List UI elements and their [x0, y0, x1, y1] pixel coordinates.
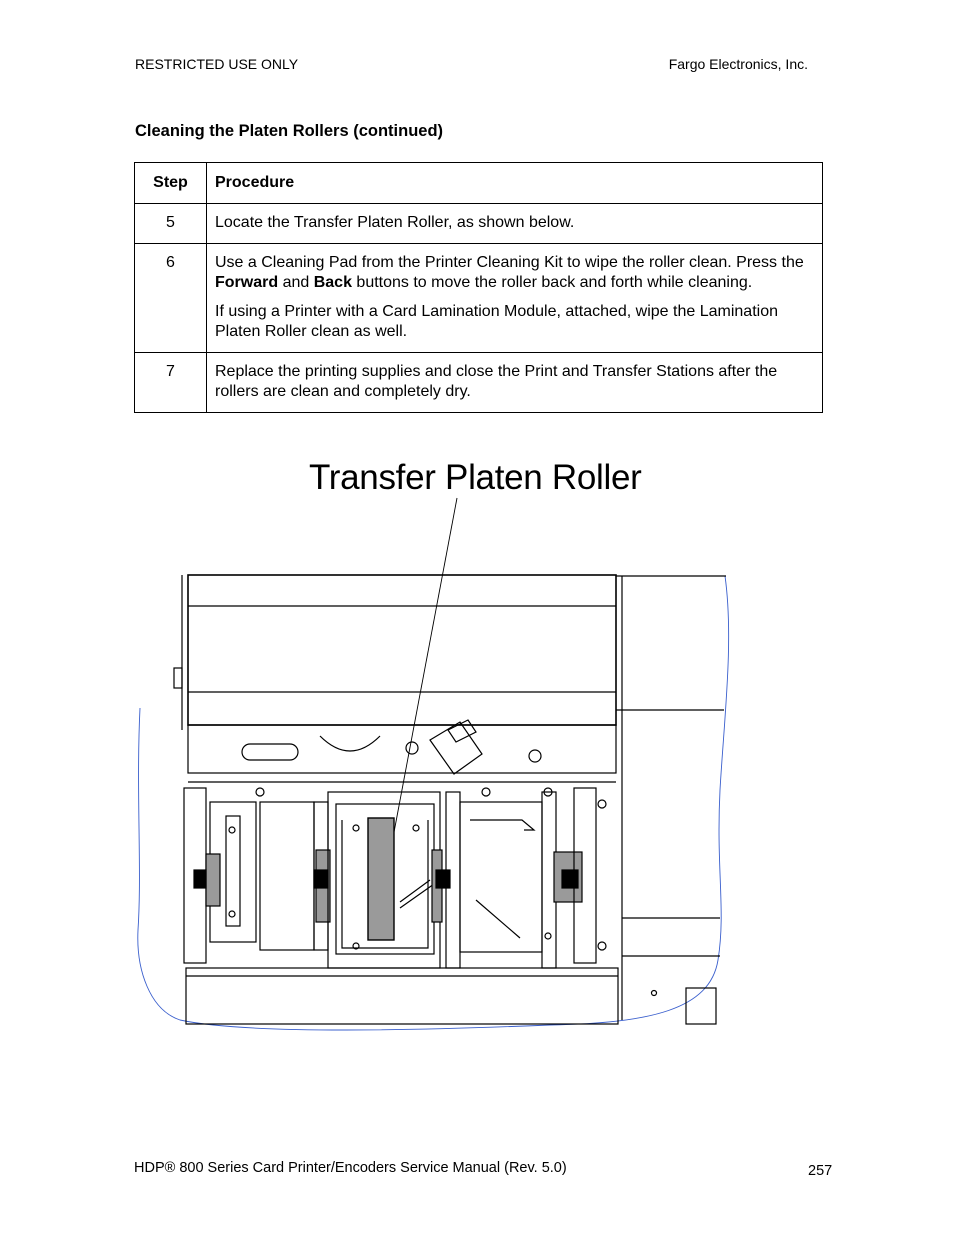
step-paragraph: If using a Printer with a Card Lamination Module, attached, wipe the Lamination Platen Roller clean as well.: [215, 303, 778, 340]
table-row: [135, 244, 823, 353]
forward-button-label: Forward: [215, 274, 279, 291]
step-paragraph: Locate the Transfer Platen Roller, as shown below.: [215, 214, 575, 231]
step-number: 6: [135, 244, 207, 353]
step-text: [207, 204, 823, 244]
col-header-step: Step: [135, 163, 207, 204]
table-header-row: [135, 163, 823, 204]
printer-diagram: [130, 490, 740, 1050]
header-restricted: RESTRICTED USE ONLY: [135, 56, 299, 72]
step-paragraph: Replace the printing supplies and close the Print and Transfer Stations after the rollers are clean and completely dry.: [215, 363, 778, 400]
step-number: 7: [135, 353, 207, 413]
procedure-table: [134, 162, 823, 413]
text-run: buttons to move the roller back and forth while cleaning.: [351, 274, 753, 291]
section-title: Cleaning the Platen Rollers (continued): [135, 122, 444, 140]
figure-callout-label: Transfer Platen Roller: [309, 458, 642, 497]
header-company: Fargo Electronics, Inc.: [668, 56, 808, 72]
col-header-procedure: Procedure: [207, 163, 823, 204]
footer-manual-title: HDP® 800 Series Card Printer/Encoders Service Manual (Rev. 5.0): [134, 1160, 567, 1176]
page-number: 257: [808, 1163, 833, 1179]
table-row: [135, 204, 823, 244]
step-text: [207, 353, 823, 413]
text-run: and: [278, 274, 314, 291]
transfer-platen-roller: [368, 818, 394, 940]
table-row: [135, 353, 823, 413]
back-button-label: Back: [313, 274, 352, 291]
step-text: [207, 244, 823, 353]
step-number: 5: [135, 204, 207, 244]
text-run: Use a Cleaning Pad from the Printer Cleaning Kit to wipe the roller clean. Press the: [215, 254, 804, 271]
step-paragraph: [215, 253, 810, 293]
